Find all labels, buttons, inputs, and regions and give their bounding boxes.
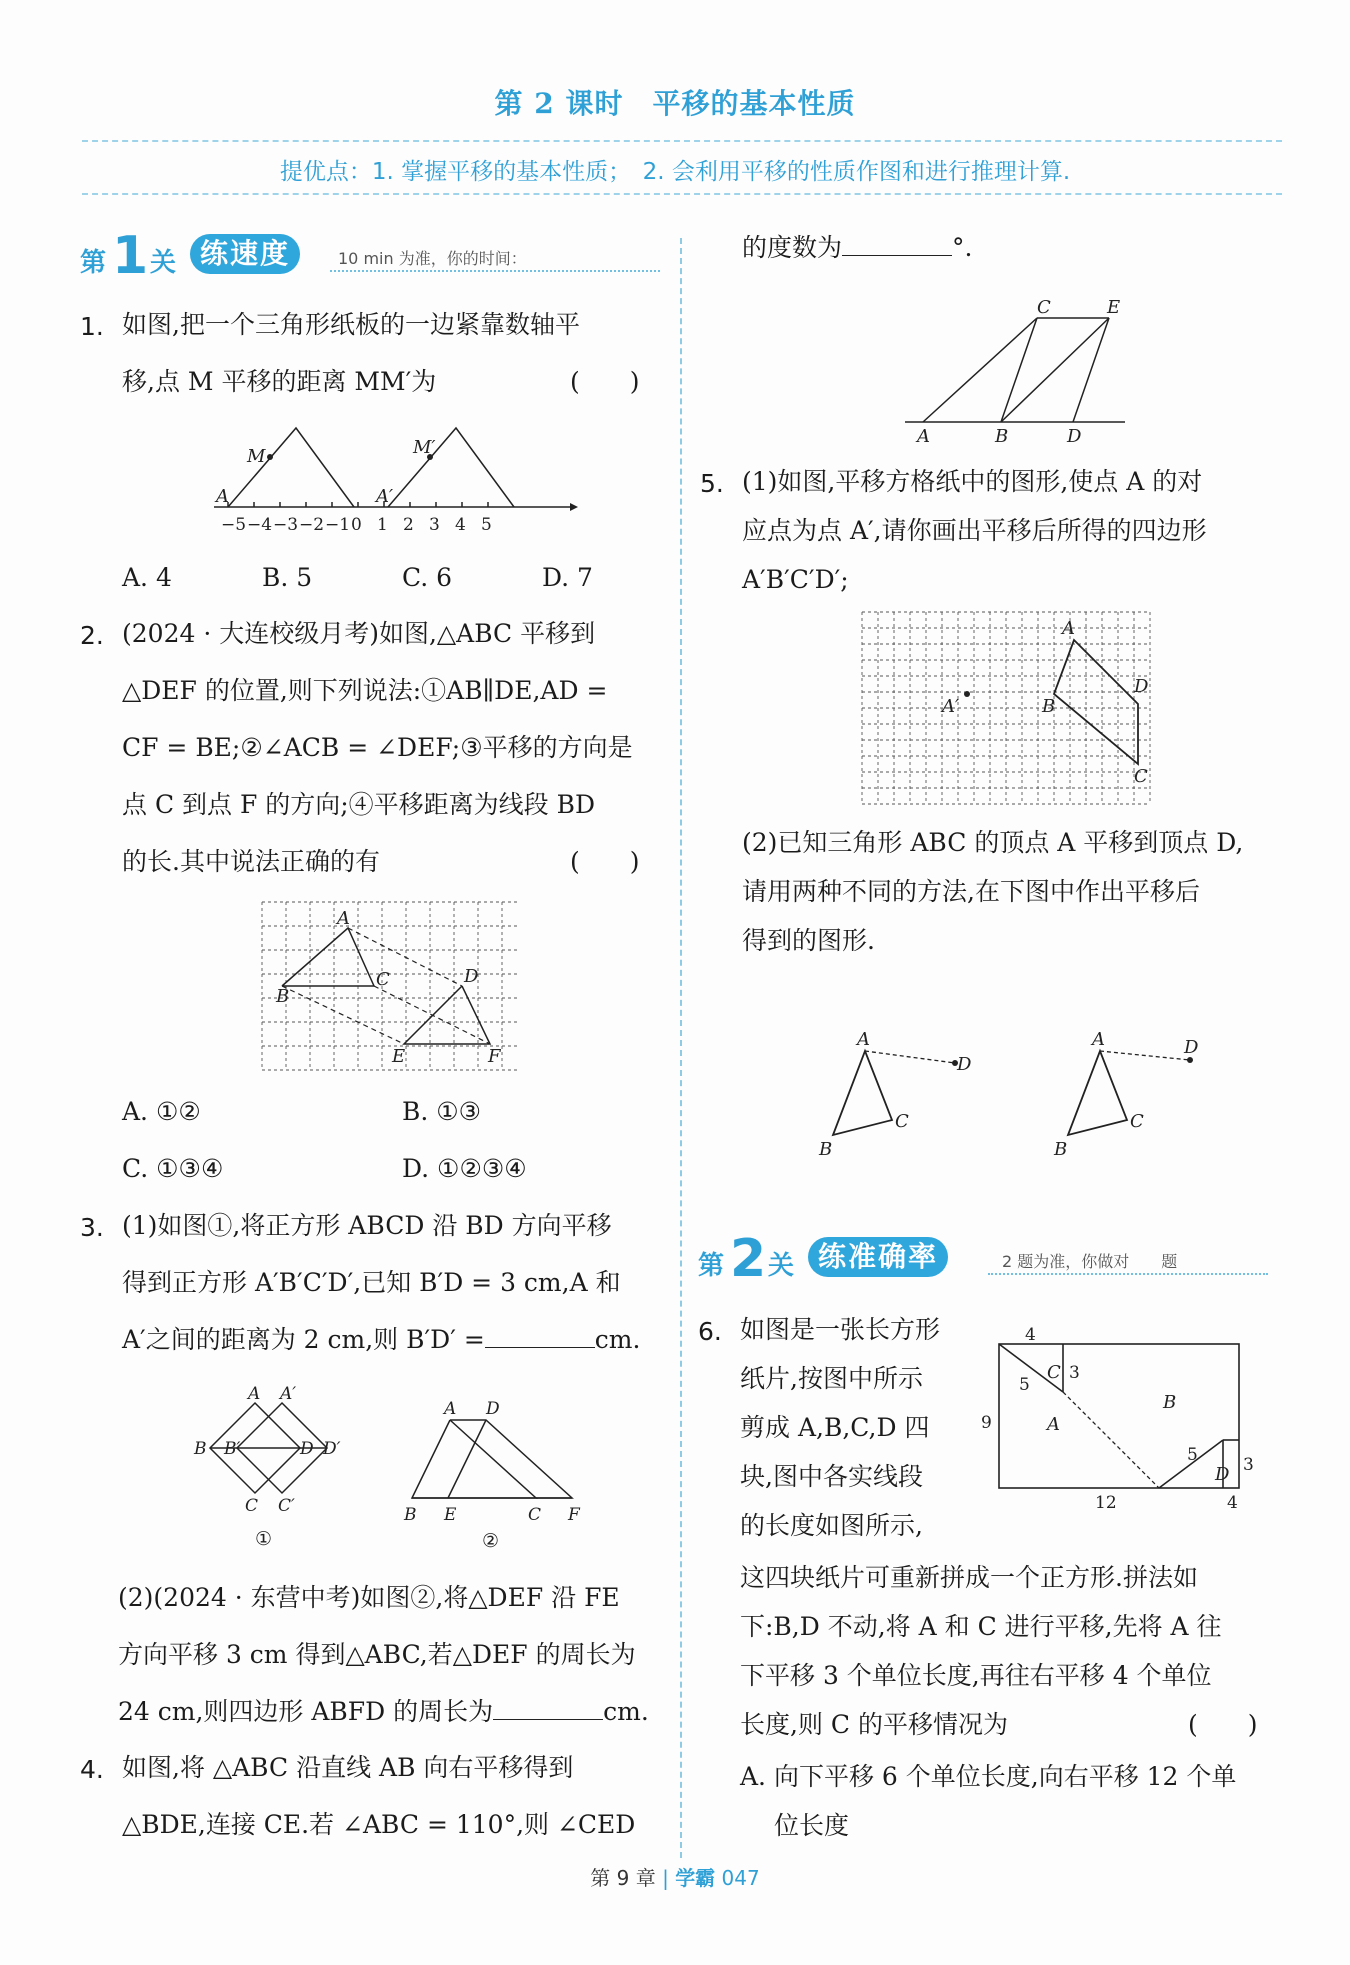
q2-number: 2. [80, 621, 104, 650]
q3-number: 3. [80, 1213, 104, 1242]
q1-line1: 如图,把一个三角形纸板的一边紧靠数轴平 [122, 310, 580, 339]
q6-line3: 剪成 A,B,C,D 四 [740, 1413, 930, 1442]
q2-option-a: A. ①② [122, 1097, 201, 1126]
q2-label-B: B [276, 986, 290, 1007]
q3-blank-2[interactable] [493, 1719, 603, 1720]
q3-unit-1: cm. [594, 1325, 641, 1354]
q1-number: 1. [80, 312, 104, 341]
section-2-badge: 练准确率 [808, 1237, 948, 1277]
q5-label-A: A [1062, 618, 1075, 639]
q3-f2-E: E [444, 1505, 457, 1525]
q6-len-4-bottom: 4 [1227, 1493, 1238, 1513]
q6-len-9: 9 [981, 1413, 992, 1433]
q3-f1-A-prime: A′ [280, 1384, 297, 1404]
q3-part2-line1: (2)(2024 · 东营中考)如图②,将△DEF 沿 FE [118, 1583, 620, 1612]
q6-line4: 块,图中各实线段 [740, 1462, 923, 1491]
q3-f2-B: B [404, 1505, 417, 1525]
q3-f2-caption: ② [482, 1530, 500, 1552]
q5-t1-A: A [857, 1029, 870, 1050]
q5-part2-line3: 得到的图形. [742, 926, 875, 955]
q2-label-C: C [376, 969, 390, 990]
q1-option-d: D. 7 [542, 563, 593, 592]
q3-f1-B: B [194, 1439, 207, 1459]
q6-label-C: C [1047, 1362, 1061, 1383]
q1-tick-label: −1 [325, 515, 351, 535]
q3-line3 [122, 1324, 640, 1356]
q1-number-line-figure [200, 420, 580, 540]
q2-line4: 点 C 到点 F 的方向;④平移距离为线段 BD [122, 790, 596, 819]
q5-triangle-1 [805, 1025, 1005, 1165]
q6-number: 6. [698, 1317, 722, 1346]
q6-para-line4: 长度,则 C 的平移情况为 [740, 1710, 1008, 1739]
q1-label-A-prime: A′ [376, 486, 394, 507]
section-2-note: 2 题为准，你做对 题 [1002, 1252, 1178, 1271]
section-2-header [698, 1229, 1278, 1289]
q1-tick-label: −3 [273, 515, 299, 535]
divider-top [82, 140, 1282, 142]
q5-line1: (1)如图,平移方格纸中的图形,使点 A 的对 [742, 467, 1203, 496]
section-1-rule [330, 270, 660, 272]
q4-line2: △BDE,连接 CE.若 ∠ABC = 110°,则 ∠CED [122, 1810, 636, 1839]
q3-f2-D: D [486, 1399, 500, 1419]
q4-continuation [742, 232, 972, 264]
q1-option-b: B. 5 [262, 563, 313, 592]
q6-len-4-top: 4 [1025, 1325, 1036, 1345]
q1-tick-label: 5 [481, 515, 492, 535]
q6-option-a-line1: A. 向下平移 6 个单位长度,向右平移 12 个单 [740, 1762, 1237, 1791]
q6-len-5-right: 5 [1187, 1445, 1198, 1465]
q6-line5: 的长度如图所示, [740, 1511, 923, 1540]
q1-label-M-prime: M′ [413, 437, 436, 458]
q3-f2-F: F [568, 1505, 580, 1525]
q4-blank[interactable] [842, 255, 952, 256]
q2-label-D: D [464, 966, 479, 987]
q4-label-C: C [1037, 297, 1051, 318]
q2-label-F: F [488, 1046, 501, 1067]
q2-option-d: D. ①②③④ [402, 1154, 527, 1183]
section-1-note: 10 min 为准，你的时间： [338, 249, 527, 268]
q3-f1-B-prime: B′ [224, 1439, 241, 1459]
footer-brand: 学霸 [675, 1866, 716, 1890]
q2-label-A: A [337, 908, 350, 929]
column-separator [680, 238, 682, 1858]
q5-t2-B: B [1054, 1139, 1068, 1160]
q1-tick-label: −4 [247, 515, 273, 535]
q6-para-line2: 下:B,D 不动,将 A 和 C 进行平移,先将 A 往 [740, 1612, 1222, 1641]
q6-rectangle-figure [975, 1318, 1275, 1518]
q3-figure-1 [190, 1385, 370, 1555]
q6-paren: ( ) [1188, 1710, 1258, 1739]
q5-label-D: D [1134, 676, 1149, 697]
section-2-di: 第 [698, 1251, 725, 1281]
q6-len-3-right: 3 [1243, 1455, 1254, 1475]
q5-label-C: C [1134, 766, 1148, 787]
q3-f2-A: A [444, 1399, 457, 1419]
q1-label-A: A [216, 486, 229, 507]
q4-line1: 如图,将 △ABC 沿直线 AB 向右平移得到 [122, 1753, 574, 1782]
q1-tick-label: −2 [299, 515, 325, 535]
q3-part2-line3 [118, 1696, 649, 1728]
q1-label-M: M [247, 446, 266, 467]
q4-degree: °. [952, 233, 973, 262]
q3-part2-line3-text: 24 cm,则四边形 ABFD 的周长为 [118, 1697, 494, 1726]
q6-option-a-line2: 位长度 [774, 1811, 850, 1840]
q5-grid-figure [862, 612, 1162, 812]
q2-label-E: E [392, 1046, 406, 1067]
q3-figure-2 [400, 1390, 600, 1555]
q5-triangle-2 [1040, 1025, 1240, 1165]
q4-label-A: A [917, 426, 930, 447]
q1-tick-label: 0 [351, 515, 362, 535]
page-title: 第 2 课时 平移的基本性质 [494, 87, 856, 120]
q2-line3: CF = BE;②∠ACB = ∠DEF;③平移的方向是 [122, 733, 633, 762]
q2-option-b: B. ①③ [402, 1097, 482, 1126]
q1-paren: ( ) [570, 367, 640, 396]
q2-paren: ( ) [570, 847, 640, 876]
page-footer: 第 9 章 | 学霸 047 [590, 1866, 760, 1890]
q1-tick-label: 4 [455, 515, 466, 535]
q4-number: 4. [80, 1755, 104, 1784]
q4-cont-text: 的度数为 [742, 233, 843, 262]
q4-label-D: D [1067, 426, 1082, 447]
q4-figure [905, 290, 1135, 450]
q3-f1-C: C [245, 1496, 259, 1516]
q3-f1-caption: ① [255, 1528, 273, 1550]
q6-label-D: D [1215, 1464, 1230, 1485]
q3-part2-line2: 方向平移 3 cm 得到△ABC,若△DEF 的周长为 [118, 1640, 636, 1669]
q2-line1: (2024 · 大连校级月考)如图,△ABC 平移到 [122, 619, 596, 648]
q3-unit-2: cm. [603, 1697, 649, 1726]
section-1-di: 第 [80, 248, 107, 278]
q6-label-A: A [1047, 1414, 1060, 1435]
section-2-number: 2 [730, 1229, 767, 1289]
q3-line1: (1)如图①,将正方形 ABCD 沿 BD 方向平移 [122, 1211, 612, 1240]
q5-t2-A: A [1092, 1029, 1105, 1050]
q5-label-B: B [1042, 696, 1056, 717]
divider-bottom [82, 193, 1282, 195]
q1-tick-label: 3 [429, 515, 440, 535]
q6-line2: 纸片,按图中所示 [740, 1364, 923, 1393]
learning-points: 提优点：1. 掌握平移的基本性质； 2. 会利用平移的性质作图和进行推理计算. [279, 159, 1071, 185]
q5-t2-D: D [1184, 1037, 1199, 1058]
q6-label-B: B [1163, 1392, 1177, 1413]
q5-t1-C: C [895, 1111, 909, 1132]
q1-tick-label: 1 [377, 515, 388, 535]
q3-f1-D-prime: D′ [323, 1439, 341, 1459]
q6-para-line1: 这四块纸片可重新拼成一个正方形.拼法如 [740, 1563, 1198, 1592]
q2-line2: △DEF 的位置,则下列说法:①AB∥DE,AD = [122, 676, 608, 705]
q3-f1-C-prime: C′ [278, 1496, 295, 1516]
section-1-header [80, 226, 660, 286]
q1-tick-label: −5 [221, 515, 247, 535]
q5-t1-B: B [819, 1139, 833, 1160]
q3-f1-D: D [300, 1439, 314, 1459]
q3-line2: 得到正方形 A′B′C′D′,已知 B′D = 3 cm,A 和 [122, 1268, 621, 1297]
q3-blank-1[interactable] [485, 1347, 595, 1348]
section-2-guan: 关 [768, 1251, 795, 1281]
q2-line5: 的长.其中说法正确的有 [122, 847, 380, 876]
q5-line2: 应点为点 A′,请你画出平移后所得的四边形 [742, 516, 1207, 545]
q5-number: 5. [700, 469, 724, 498]
q4-label-B: B [995, 426, 1009, 447]
q1-line2: 移,点 M 平移的距离 MM′为 [122, 367, 437, 396]
q2-grid-figure [262, 902, 522, 1072]
q1-option-c: C. 6 [402, 563, 453, 592]
q2-option-c: C. ①③④ [122, 1154, 224, 1183]
q5-label-A-prime: A′ [942, 696, 960, 717]
q5-t1-D: D [957, 1054, 972, 1075]
q6-line1: 如图是一张长方形 [740, 1315, 941, 1344]
section-1-badge: 练速度 [190, 234, 300, 274]
section-1-guan: 关 [150, 248, 177, 278]
q5-t2-C: C [1130, 1111, 1144, 1132]
q3-f2-C: C [528, 1505, 542, 1525]
q1-tick-label: 2 [403, 515, 414, 535]
q5-line3: A′B′C′D′; [742, 565, 849, 594]
q5-part2-line1: (2)已知三角形 ABC 的顶点 A 平移到顶点 D, [742, 828, 1244, 857]
section-2-rule [988, 1273, 1268, 1275]
q6-para-line3: 下平移 3 个单位长度,再往右平移 4 个单位 [740, 1661, 1212, 1690]
q1-option-a: A. 4 [122, 563, 172, 592]
footer-page: 047 [721, 1866, 760, 1890]
footer-chapter: 第 9 章 [590, 1866, 656, 1890]
q4-label-E: E [1107, 297, 1121, 318]
q5-part2-line2: 请用两种不同的方法,在下图中作出平移后 [742, 877, 1200, 906]
section-1-number: 1 [112, 226, 149, 286]
q6-len-12: 12 [1095, 1493, 1117, 1513]
q6-len-5-left: 5 [1019, 1375, 1030, 1395]
q3-line3-text: A′之间的距离为 2 cm,则 B′D′ = [122, 1325, 485, 1354]
q6-len-3-top: 3 [1069, 1363, 1080, 1383]
q3-f1-A: A [248, 1384, 261, 1404]
